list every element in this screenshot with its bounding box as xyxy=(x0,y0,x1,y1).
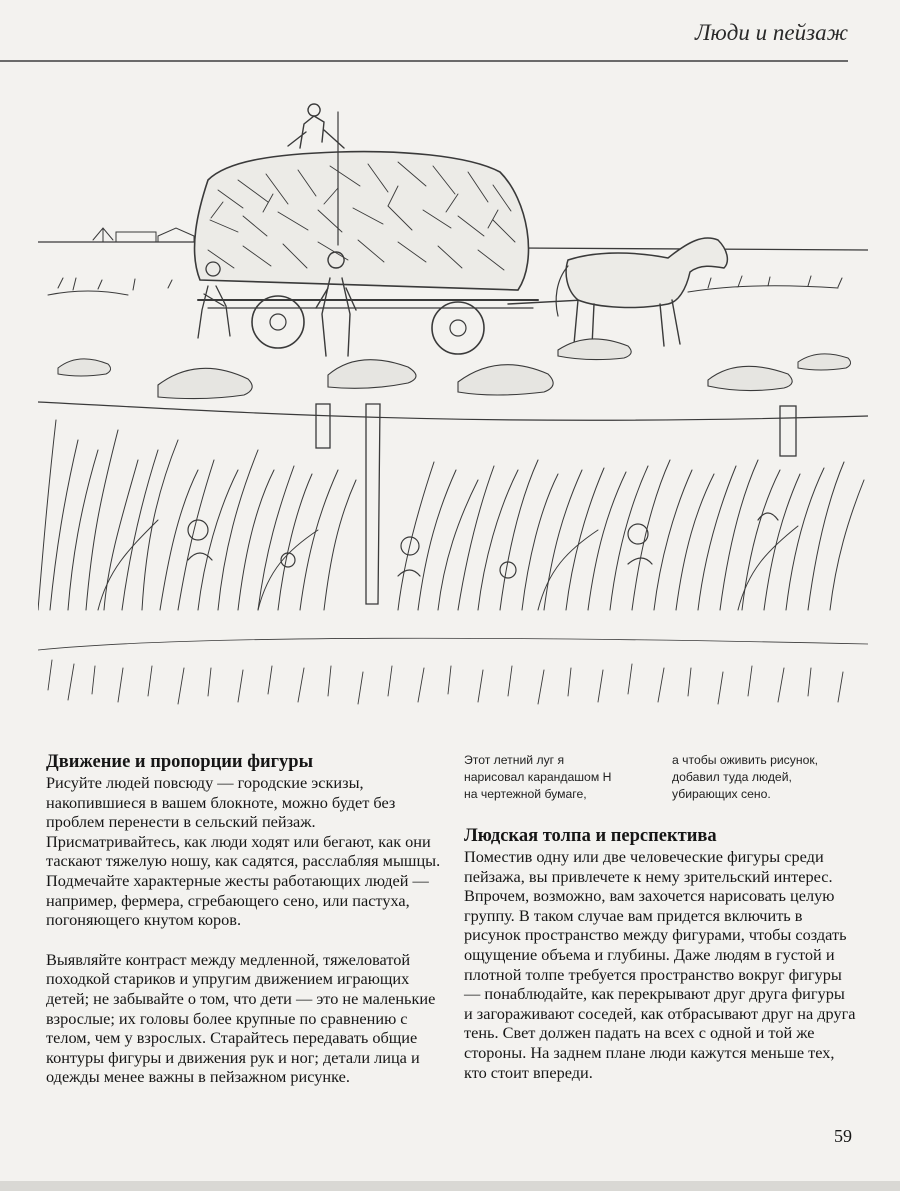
section-heading: Людская толпа и перспектива xyxy=(464,826,717,846)
caption-line: нарисовал карандашом Н xyxy=(464,770,612,784)
section-figure-movement xyxy=(46,752,441,1087)
body-paragraph: Рисуйте людей повсюду — городские эскизы, накопившиеся в вашем блокноте, можно будет без проблем перенести в сельский пейзаж. Присматривайтесь, как люди ходят или бегают, как они таскают тяжелую ношу, как садятся, расслабляя мышцы. Подмечайте характерные жесты работающих людей — например, фермера, сгребающего сено, или пастуха, погоняющего кнутом коров. xyxy=(46,773,441,930)
caption-line: на чертежной бумаге, xyxy=(464,787,587,801)
hay-harvest-illustration xyxy=(38,90,868,730)
section-crowd-perspective xyxy=(464,826,856,1082)
page-number: 59 xyxy=(834,1126,852,1146)
running-header-title: Люди и пейзаж xyxy=(694,20,848,45)
caption-line: а чтобы оживить рисунок, xyxy=(672,753,819,767)
body-paragraph: Поместив одну или две человеческие фигуры среди пейзажа, вы привлечете к нему зрительский интерес. Впрочем, возможно, вам захочется нарисовать целую группу. В таком случае вам придется включить в рисунок пространство между фигурами, чтобы создать ощущение объема и глубины. Даже людям в густой и плотной толпе требуется пространство вокруг фигуры — понаблюдайте, как перекрывают друг друга фигуры и загораживают соседей, как отбрасывают друг на друга тень. Свет должен падать на всех с одной и той же стороны. На заднем плане люди кажутся меньше тех, кто стоит впереди. xyxy=(464,847,856,1082)
illustration-caption-part-1 xyxy=(464,752,649,803)
caption-line: убирающих сено. xyxy=(672,787,771,801)
caption-line: добавил туда людей, xyxy=(672,770,792,784)
caption-line: Этот летний луг я xyxy=(464,753,565,767)
section-heading: Движение и пропорции фигуры xyxy=(46,752,314,772)
scan-edge xyxy=(0,1181,900,1191)
body-paragraph: Выявляйте контраст между медленной, тяжеловатой походкой стариков и упругим движением играющих детей; не забывайте о том, что дети — это не маленькие взрослые; их головы более крупные по сравнению с телом, чем у взрослых. Старайтесь передавать общие контуры фигуры и движения рук и ног; детали лица и одежды менее важны в пейзажном рисунке. xyxy=(46,949,436,1087)
illustration-caption-part-2 xyxy=(672,752,857,803)
header-rule xyxy=(0,60,848,62)
